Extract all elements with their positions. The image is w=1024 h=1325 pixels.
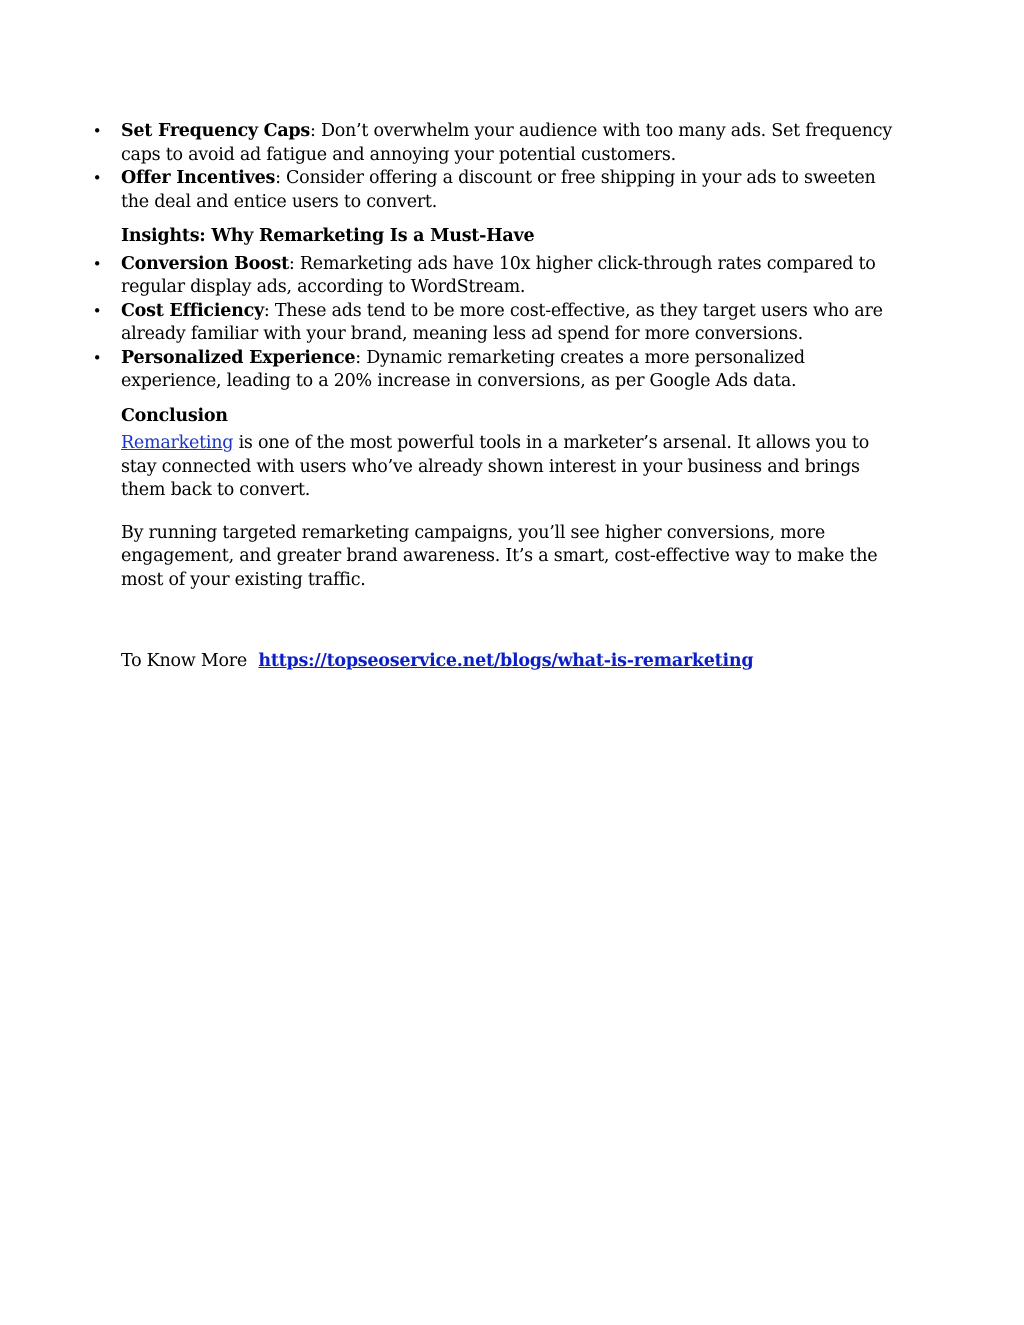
list-item [92, 167, 901, 214]
list-item-term: Cost Efficiency [121, 300, 264, 321]
bullet-icon: • [92, 169, 102, 187]
tips-list [92, 120, 901, 214]
insights-heading: Insights: Why Remarketing Is a Must-Have [121, 226, 535, 246]
list-item [92, 347, 901, 394]
remarketing-link[interactable]: Remarketing [121, 433, 234, 453]
list-item-term: Conversion Boost [121, 253, 289, 274]
list-item [92, 120, 901, 167]
conclusion-paragraph-2: By running targeted remarketing campaigns, you’ll see higher conversions, more engagement, and greater brand awareness. It’s a smart, cost-effective way to make the most of your existing traffic. [121, 522, 878, 590]
list-item-text: : Consider offering a discount or free shipping in your ads to sweeten the deal and entice users to convert. [121, 168, 876, 212]
conclusion-paragraph-1-text: is one of the most powerful tools in a marketer’s arsenal. It allows you to stay connected with users who’ve already shown interest in your business and brings them back to convert. [121, 433, 869, 500]
know-more-line [121, 650, 901, 674]
list-item [92, 300, 901, 347]
bullet-icon: • [92, 122, 102, 140]
list-item [92, 253, 901, 300]
list-item-text: : These ads tend to be more cost-effective, as they target users who are already familiar with your brand, meaning less ad spend for more conversions. [121, 300, 883, 344]
bullet-icon: • [92, 348, 102, 367]
list-item-term: Set Frequency Caps [121, 121, 311, 141]
list-item-text: : Remarketing ads have 10x higher click-through rates compared to regular display ads, according to WordStream. [121, 253, 876, 297]
conclusion-paragraph-1 [121, 432, 901, 503]
document-body [92, 120, 901, 674]
list-item-term: Offer Incentives [121, 168, 276, 188]
list-item-term: Personalized Experience [121, 347, 356, 368]
list-item-text: : Dynamic remarketing creates a more personalized experience, leading to a 20% increase in conversions, as per Google Ads data. [121, 347, 805, 391]
know-more-link[interactable]: https://topseoservice.net/blogs/what-is-remarketing [258, 651, 754, 671]
conclusion-heading: Conclusion [121, 405, 228, 426]
insights-list [92, 253, 901, 394]
know-more-label: To Know More [121, 651, 248, 671]
list-item-text: : Don’t overwhelm your audience with too many ads. Set frequency caps to avoid ad fatigue and annoying your potential customers. [121, 121, 892, 165]
bullet-icon: • [92, 254, 102, 273]
bullet-icon: • [92, 301, 102, 320]
